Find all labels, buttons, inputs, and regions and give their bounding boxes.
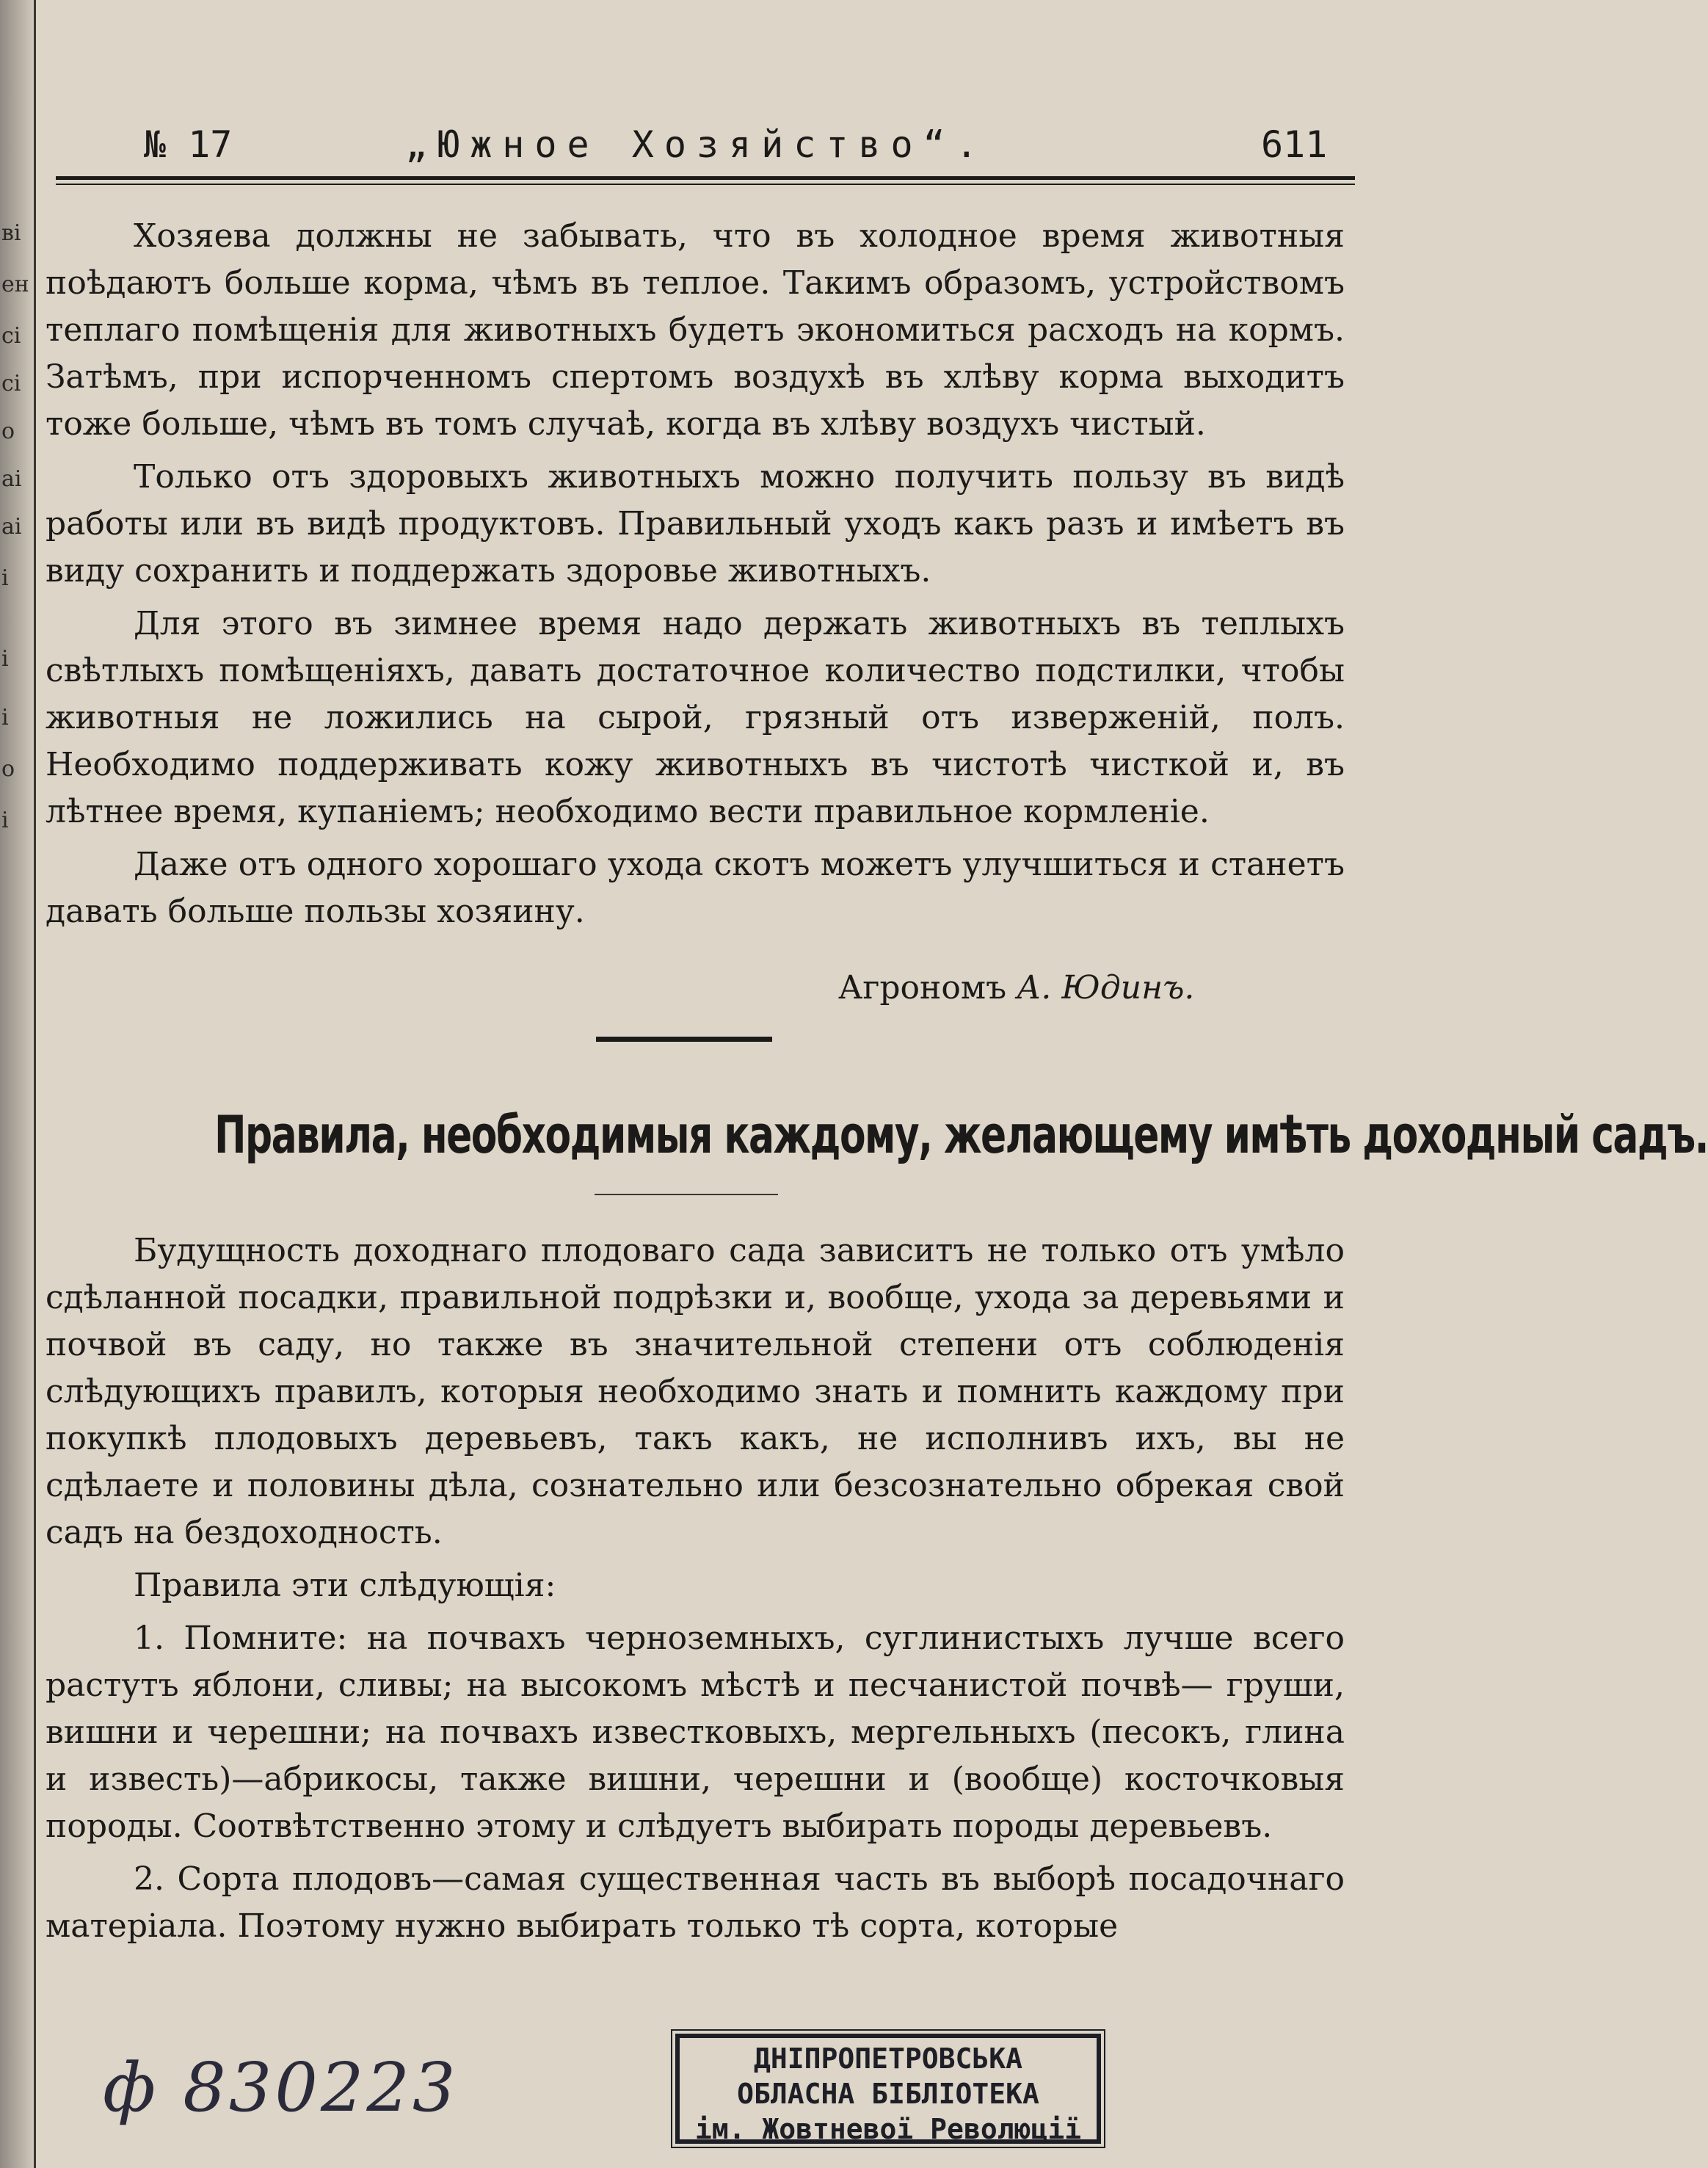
margin-fragment: сі (1, 371, 21, 396)
paragraph: 2. Сорта плодовъ—самая существенная часть въ выборѣ посадочнаго матеріала. Поэтому нужно выбирать только тѣ сорта, которые (46, 1860, 1345, 1945)
article-headline: Правила, необходимыя каждому, желающему имѣть доходный садъ. (214, 1105, 1708, 1165)
paragraph: Только отъ здоровыхъ животныхъ можно получить пользу въ видѣ работы или въ видѣ продуктовъ. Правильный уходъ какъ разъ и имѣетъ въ виду сохранить и поддержать здоровье животныхъ. (46, 458, 1345, 590)
header-rule (56, 176, 1355, 180)
margin-fragment: і (1, 565, 9, 591)
paragraph: 1. Помните: на почвахъ черноземныхъ, суглинистыхъ лучше всего растутъ яблони, сливы; на высокомъ мѣстѣ и песчанистой почвѣ— груши, вишни и черешни; на почвахъ известковыхъ, мергельныхъ (песокъ, глина и известь)—абрикосы, также вишни, черешни и (вообще) косточковыя породы. Соотвѣтственно этому и слѣдуетъ выбирать породы деревьевъ. (46, 1620, 1345, 1845)
paragraph: Хозяева должны не забывать, что въ холодное время животныя поѣдаютъ больше корма, чѣмъ въ теплое. Такимъ образомъ, устройствомъ теплаго помѣщенія для животныхъ будетъ экономиться расходъ на кормъ. Затѣмъ, при испорченномъ спертомъ воздухѣ въ хлѣву корма выходитъ тоже больше, чѣмъ въ томъ случаѣ, когда въ хлѣву воздухъ чистый. (46, 217, 1345, 443)
margin-fragment: і (1, 646, 9, 672)
stamp-line: ім. Жовтневої Революції (694, 2113, 1082, 2145)
inventory-number: ф 830223 (103, 2048, 459, 2127)
stamp-line: ДНІПРОПЕТРОВСЬКА (753, 2042, 1023, 2075)
margin-fragment: о (1, 756, 15, 782)
issue-number: № 17 (144, 123, 233, 166)
section-separator (596, 1037, 772, 1042)
article-livestock-body (46, 213, 1345, 941)
paragraph: Для этого въ зимнее время надо держать животныхъ въ теплыхъ свѣтлыхъ помѣщеніяхъ, давать достаточное количество подстилки, чтобы животныя не ложились на сырой, грязный отъ изверженій, полъ. Необходимо поддерживать кожу животныхъ въ чистотѣ чисткой и, въ лѣтнее время, купаніемъ; необходимо вести правильное кормленіе. (46, 605, 1345, 830)
journal-page (46, 0, 1708, 2168)
article-orchard-body (46, 1228, 1345, 1956)
paragraph: Будущность доходнаго плодоваго сада зависитъ не только отъ умѣло сдѣланной посадки, правильной подрѣзки и, вообще, ухода за деревьями и почвой въ саду, но также въ значительной степени отъ соблюденія слѣдующихъ правилъ, которыя необходимо знать и помнить каждому при покупкѣ плодовыхъ деревьевъ, такъ какъ, не исполнивъ ихъ, вы не сдѣлаете и половины дѣла, сознательно или безсознательно обрекая свой садъ на бездоходность. (46, 1232, 1345, 1551)
paragraph: Даже отъ одного хорошаго ухода скотъ можетъ улучшиться и станетъ давать больше пользы хозяину. (46, 846, 1345, 930)
page-number: 611 (1261, 123, 1328, 166)
running-header (97, 123, 1389, 175)
margin-fragment: і (1, 808, 9, 833)
binding-edge (0, 0, 36, 2168)
margin-fragment: і (1, 705, 9, 730)
paragraph: Правила эти слѣдующія: (134, 1567, 556, 1604)
margin-fragment: аі (1, 466, 22, 492)
library-stamp (675, 2034, 1101, 2144)
header-rule-thin (56, 184, 1355, 185)
archive-marks (0, 2026, 1395, 2168)
headline-underline (595, 1194, 778, 1195)
author-role: Агрономъ (838, 969, 1007, 1007)
author-name: А. Юдинъ. (1017, 969, 1195, 1007)
journal-title: „Южное Хозяйство“. (405, 123, 988, 166)
margin-fragment: ві (1, 220, 21, 246)
author-signature (838, 969, 1194, 1007)
margin-fragment: о (1, 418, 15, 444)
stamp-line: ОБЛАСНА БІБЛІОТЕКА (737, 2078, 1039, 2110)
margin-fragment: сі (1, 323, 21, 349)
margin-fragment: аі (1, 514, 22, 540)
margin-fragment: ен (1, 272, 29, 297)
